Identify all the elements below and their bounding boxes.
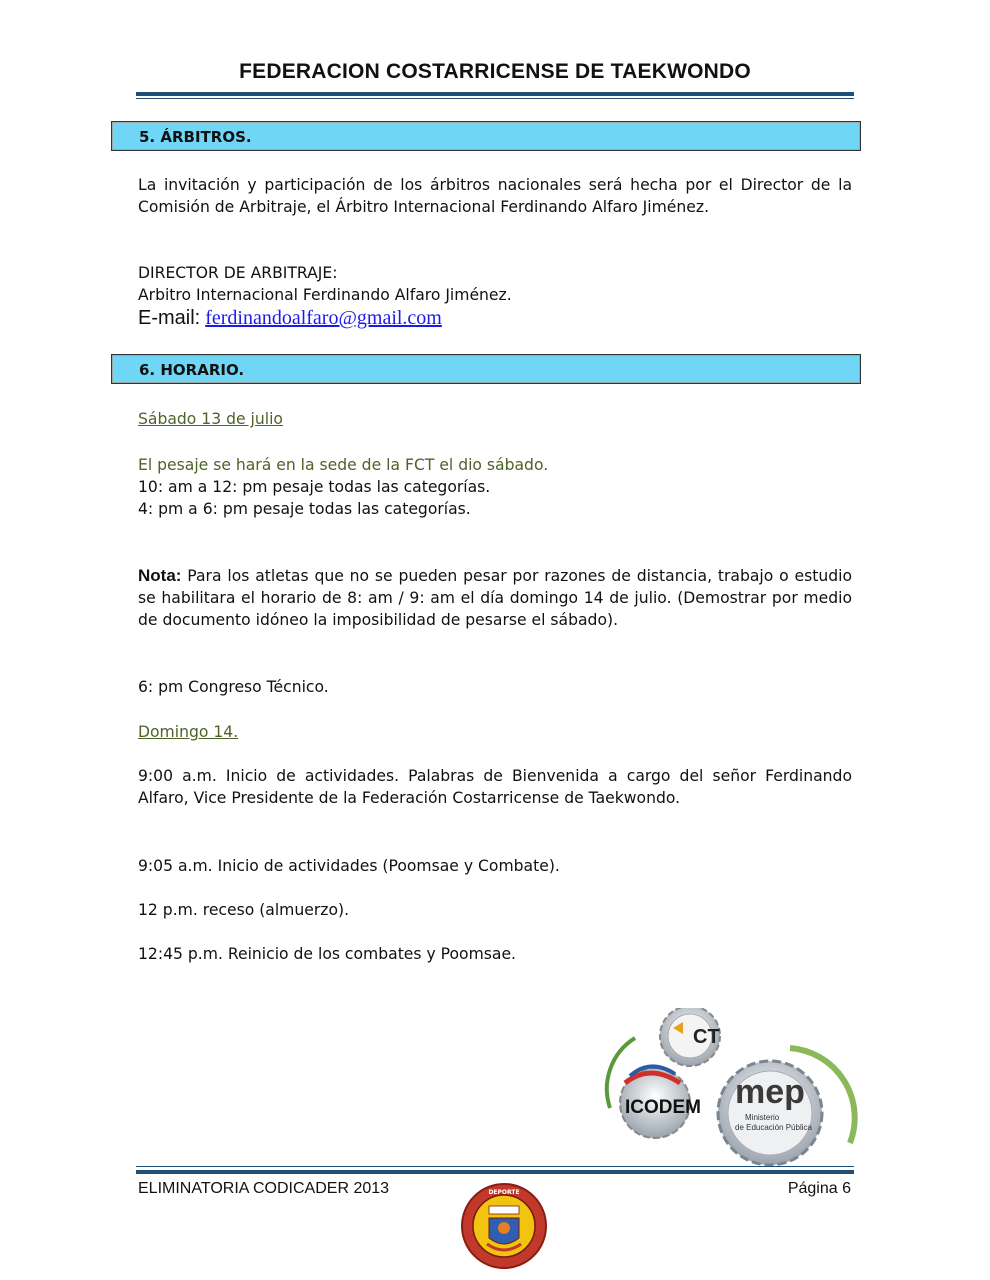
sunday-item-3: 12 p.m. receso (almuerzo).: [138, 901, 350, 919]
fct-logo-text: CT: [693, 1026, 720, 1048]
arbitros-intro-paragraph: La invitación y participación de los árbitros nacionales será hecha por el Director de la Comisión de Arbitraje, el Árbitro Internacional Ferdinando Alfaro Jiménez.: [138, 176, 852, 216]
email-link[interactable]: ferdinandoalfaro@gmail.com: [205, 307, 442, 329]
weigh-in-slot-1: 10: am a 12: pm pesaje todas las categorías.: [138, 478, 491, 496]
director-label: DIRECTOR DE ARBITRAJE:: [138, 264, 338, 282]
weigh-in-location: El pesaje se hará en la sede de la FCT el dio sábado.: [138, 456, 549, 474]
email-row: [138, 307, 442, 330]
technical-congress: 6: pm Congreso Técnico.: [138, 678, 329, 696]
sunday-item-2: 9:05 a.m. Inicio de actividades (Poomsae y Combate).: [138, 857, 560, 875]
section-heading-arbitros: [111, 121, 861, 151]
note-paragraph: [138, 565, 852, 631]
director-name: Arbitro Internacional Ferdinando Alfaro Jiménez.: [138, 286, 512, 304]
fct-gear-icon: [660, 1008, 720, 1066]
mep-logo-text: mep: [735, 1073, 805, 1111]
section-heading-label: 5. ÁRBITROS.: [139, 128, 252, 146]
email-label: E-mail:: [138, 307, 201, 329]
header-rule-thick: [136, 92, 854, 96]
note-text: Para los atletas que no se pueden pesar por razones de distancia, trabajo o estudio se habilitara el horario de 8: am / 9: am el día domingo 14 de julio. (Demostrar por medio de documento idóneo la imposibilidad de pesarse el sábado).: [138, 567, 852, 629]
mep-gear-icon: [718, 1061, 822, 1165]
sponsor-logos-graphic: [595, 1008, 860, 1168]
header-rule-thin: [136, 98, 854, 99]
footer-page-number: Página 6: [787, 1180, 851, 1197]
page-header-title: FEDERACION COSTARRICENSE DE TAEKWONDO: [239, 60, 751, 83]
sunday-item-4: 12:45 p.m. Reinicio de los combates y Poomsae.: [138, 945, 517, 963]
saturday-title: Sábado 13 de julio: [138, 410, 283, 428]
note-label: Nota:: [138, 566, 182, 585]
codeda-gear-icon: [620, 1066, 701, 1138]
footer-left-text: ELIMINATORIA CODICADER 2013: [138, 1180, 390, 1197]
sunday-item-1: 9:00 a.m. Inicio de actividades. Palabras de Bienvenida a cargo del señor Ferdinando Alfaro, Vice Presidente de la Federación Costarricense de Taekwondo.: [138, 767, 852, 807]
section-heading-horario: [111, 354, 861, 384]
section-heading-label: 6. HORARIO.: [139, 361, 245, 379]
footer-rule-thick: [136, 1170, 854, 1174]
mep-caption-2: de Educación Pública: [735, 1123, 812, 1132]
seal-top-text: DEPORTE: [488, 1189, 520, 1196]
codeda-logo-text: ICODEM: [625, 1097, 701, 1118]
weigh-in-slot-2: 4: pm a 6: pm pesaje todas las categorías.: [138, 500, 471, 518]
codicader-seal-icon: [459, 1182, 549, 1270]
footer-rule-thin: [136, 1166, 854, 1167]
sunday-title: Domingo 14.: [138, 723, 239, 741]
mep-caption-1: Ministerio: [745, 1113, 780, 1122]
